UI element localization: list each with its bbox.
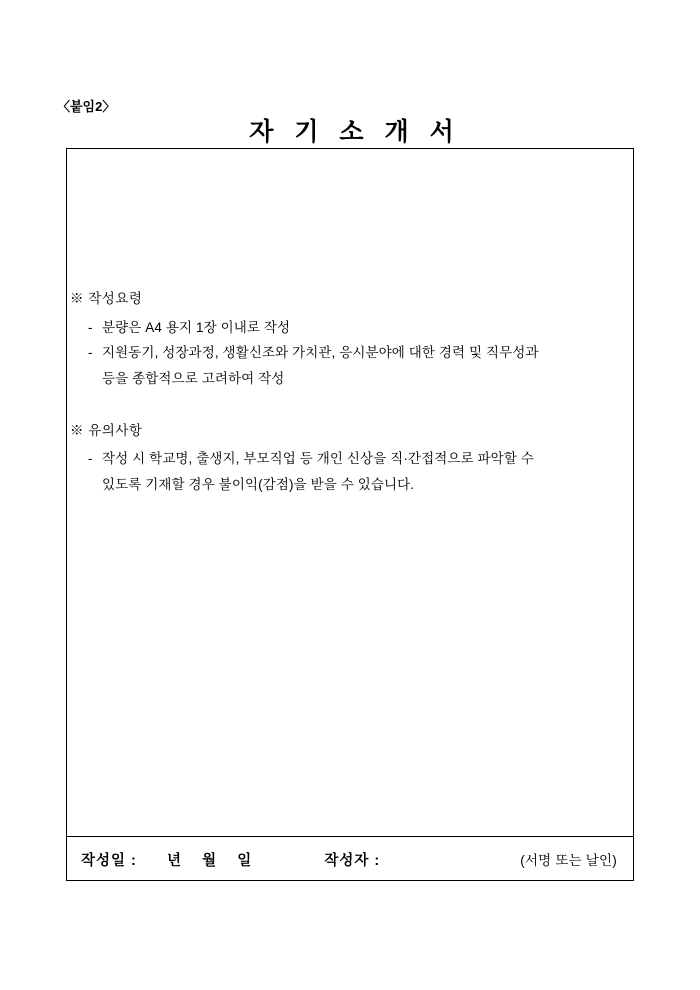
blank-spacer-mid	[70, 406, 628, 418]
guide-heading-notes: ※ 유의사항	[70, 422, 143, 438]
page-title: 자 기 소 개 서	[249, 118, 461, 146]
dash-marker: -	[88, 319, 93, 335]
signature-note: (서명 또는 날인)	[520, 853, 617, 868]
guide-item-continuation: 등을 종합적으로 고려하여 작성	[102, 370, 285, 386]
writer-field-label[interactable]: 작성자 :	[324, 852, 381, 869]
guide-item	[70, 446, 628, 472]
guide-item-text: 지원동기, 성장과정, 생활신조와 가치관, 응시분야에 대한 경력 및 직무성과	[102, 345, 539, 361]
footer-row	[66, 836, 634, 881]
guide-section-notes	[70, 418, 628, 498]
guide-heading-writing-instructions: ※ 작성요령	[70, 291, 143, 306]
guide-item-text: 작성 시 학교명, 출생지, 부모직업 등 개인 신상을 직·간접적으로 파악할 수	[102, 451, 534, 467]
guide-item-text: 분량은 A4 용지 1장 이내로 작성	[102, 319, 291, 335]
dash-marker: -	[88, 345, 93, 361]
guide-item	[70, 340, 628, 366]
dash-marker: -	[88, 451, 93, 467]
guide-item	[70, 315, 628, 341]
guide-item-continuation: 있도록 기재할 경우 불이익(감점)을 받을 수 있습니다.	[102, 476, 415, 492]
date-field-label[interactable]: 작성일 : 년 월 일	[81, 852, 253, 869]
guide-section-writing-instructions	[70, 286, 628, 392]
blank-spacer-top	[70, 160, 628, 286]
guide-area	[70, 160, 628, 511]
attachment-tag: 〈붙임2〉	[57, 99, 116, 114]
